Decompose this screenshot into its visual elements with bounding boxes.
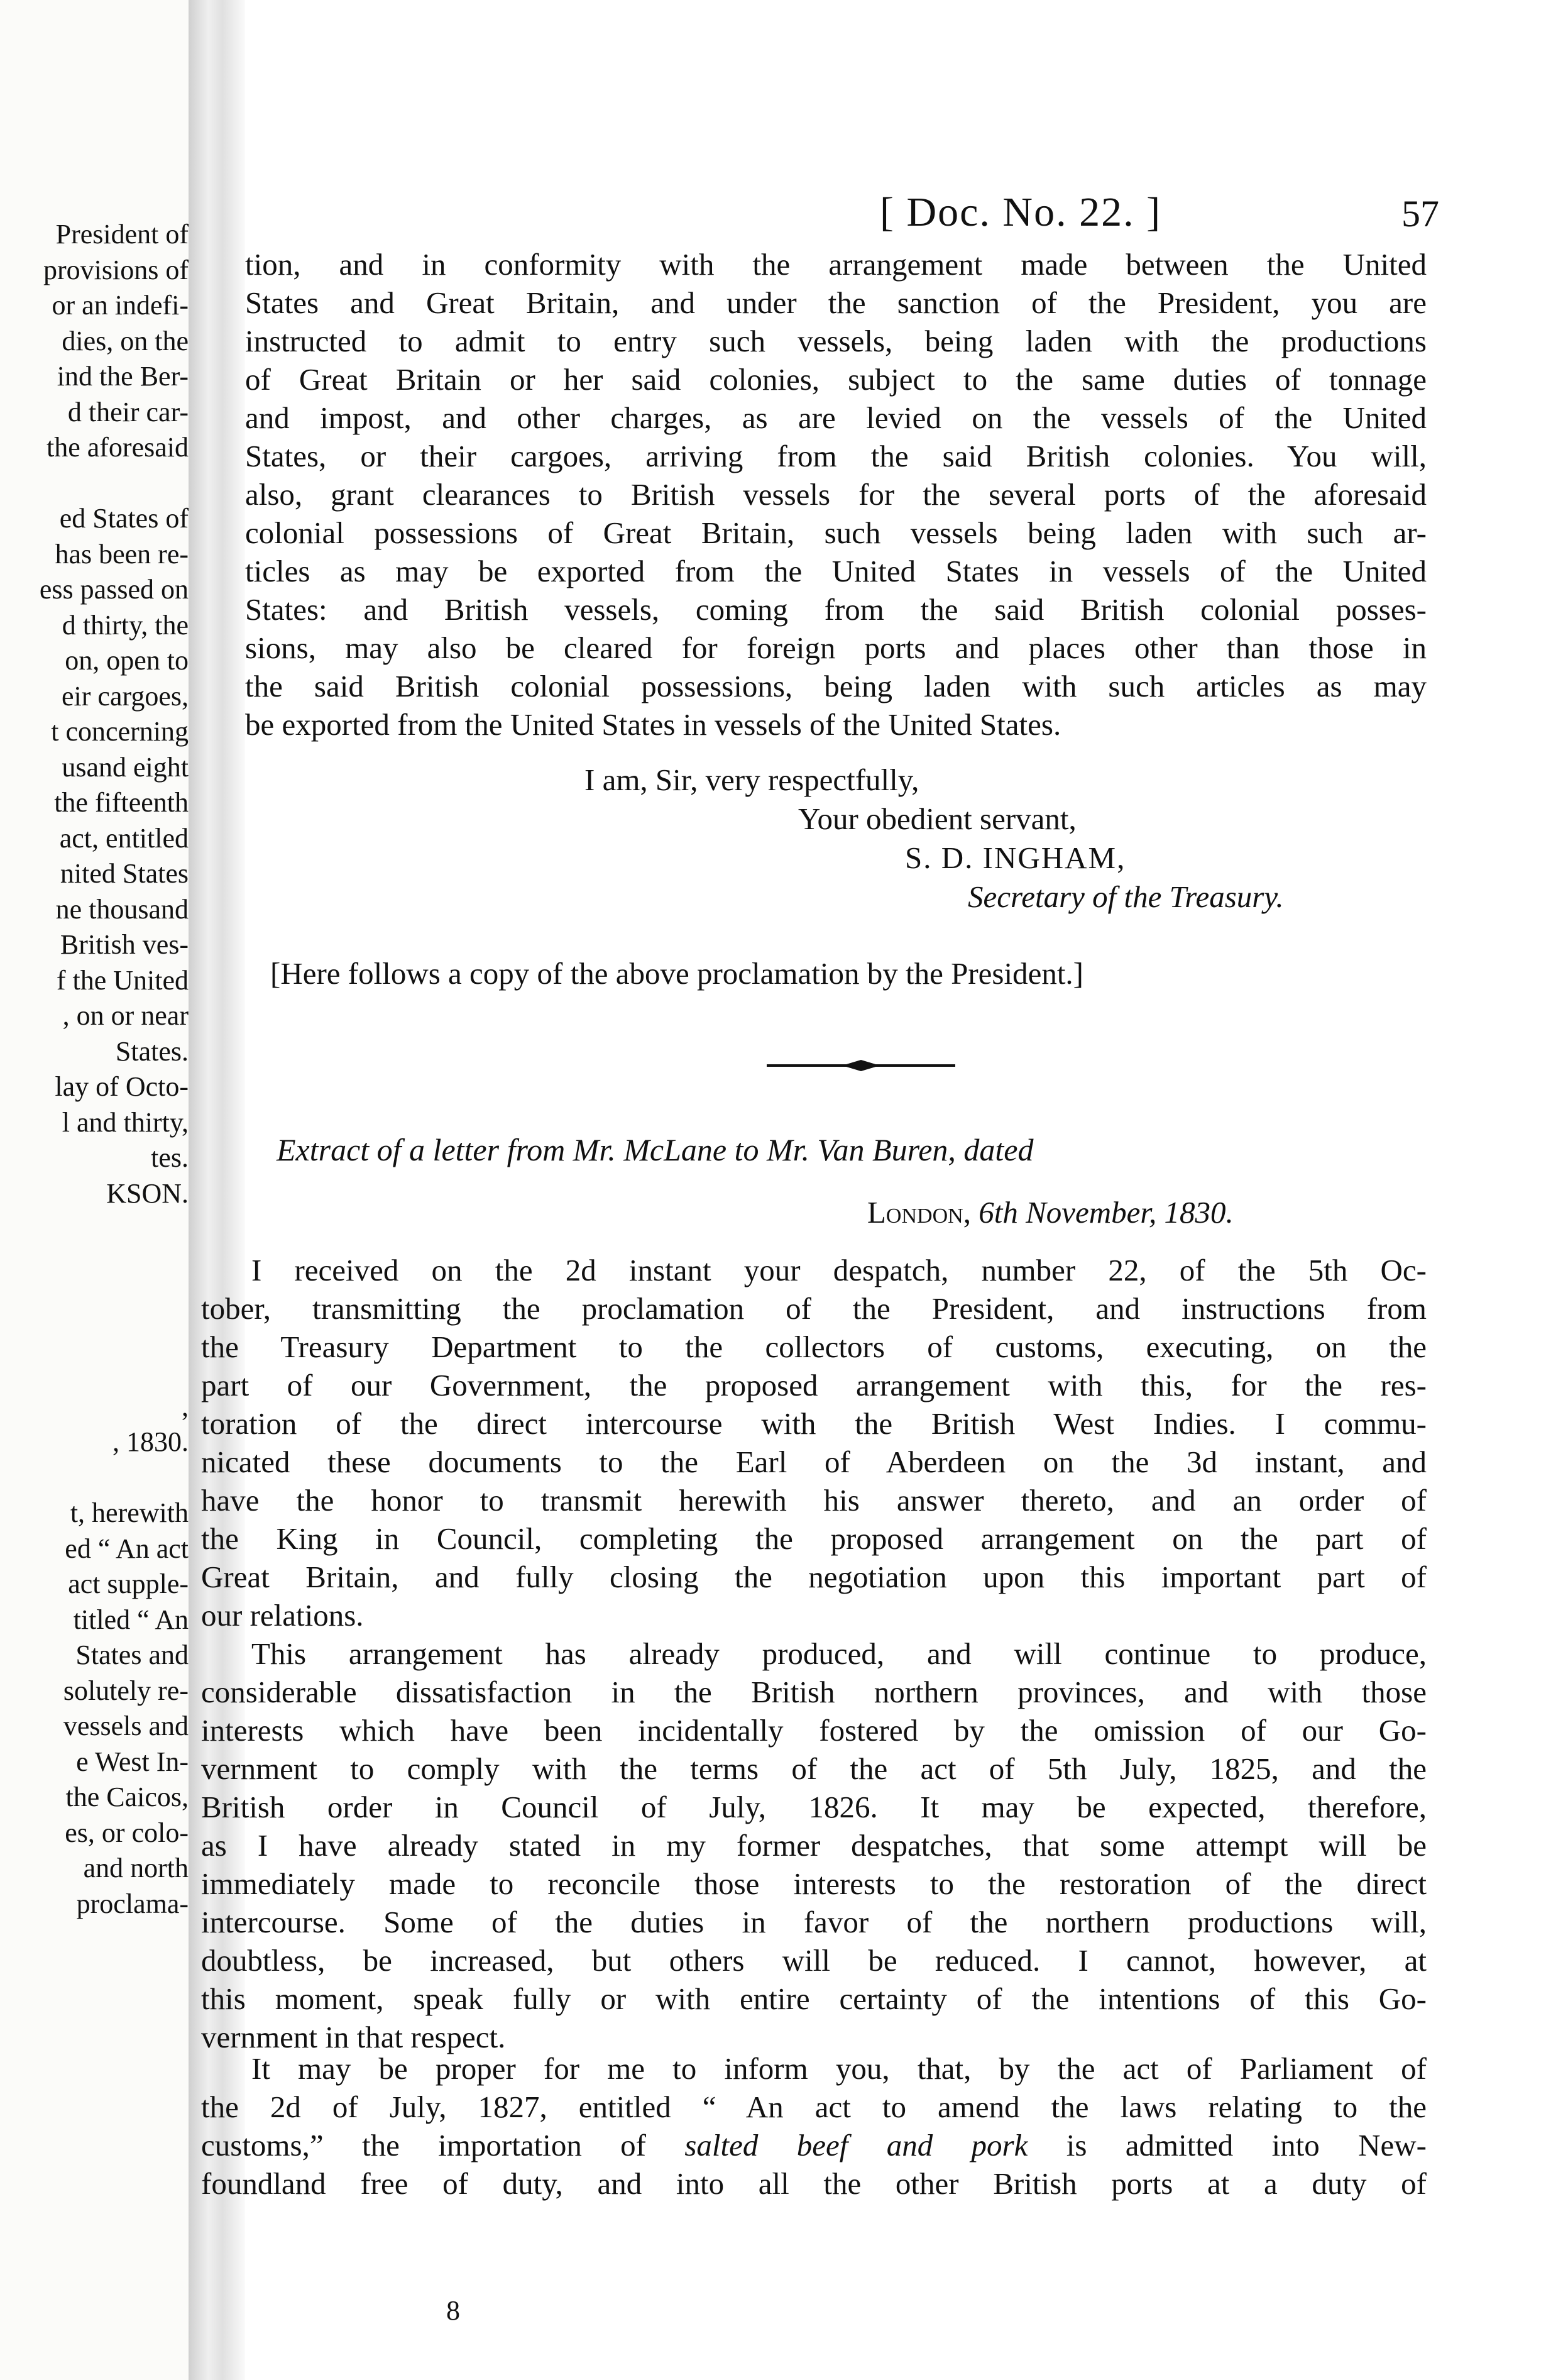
facing-page-line: f the United bbox=[56, 964, 189, 996]
text-line: be exported from the United States in vessels of the United States. bbox=[245, 707, 1061, 742]
line-text: is admitted into New- bbox=[1028, 2128, 1427, 2162]
italic-phrase: salted beef and pork bbox=[684, 2128, 1028, 2162]
facing-page-line: t concerning bbox=[51, 716, 189, 747]
text-line: colonial possessions of Great Britain, such vessels being laden with such ar- bbox=[245, 515, 1427, 550]
facing-page-line: solutely re- bbox=[63, 1675, 189, 1706]
text-line: the Treasury Department to the collectors of customs, executing, on the bbox=[201, 1330, 1427, 1364]
document-page bbox=[201, 0, 1546, 2380]
text-line: States: and British vessels, coming from the said British colonial posses- bbox=[245, 592, 1427, 627]
doc-reference: [ Doc. No. 22. ] bbox=[880, 189, 1162, 235]
facing-page-line: nited States bbox=[60, 858, 189, 889]
editorial-note: [Here follows a copy of the above proclamation by the President.] bbox=[270, 956, 1084, 991]
text-line: as I have already stated in my former despatches, that some attempt will be bbox=[201, 1828, 1427, 1863]
dateline-date: 6th November, 1830. bbox=[970, 1195, 1234, 1230]
facing-page-line: or an indefi- bbox=[52, 290, 189, 321]
running-head bbox=[245, 189, 1546, 245]
facing-page-line: has been re- bbox=[55, 538, 189, 570]
text-line: our relations. bbox=[201, 1598, 364, 1633]
facing-page-line: ed States of bbox=[59, 503, 189, 534]
text-line: have the honor to transmit herewith his answer thereto, and an order of bbox=[201, 1483, 1427, 1518]
facing-page-line: es, or colo- bbox=[65, 1817, 189, 1848]
text-line: the King in Council, completing the proposed arrangement on the part of bbox=[201, 1521, 1427, 1556]
text-line: intercourse. Some of the duties in favor of the northern productions will, bbox=[201, 1905, 1427, 1939]
signature-title: Secretary of the Treasury. bbox=[968, 879, 1284, 914]
text-line: immediately made to reconcile those interests to the restoration of the direct bbox=[201, 1866, 1427, 1901]
text-line: also, grant clearances to British vessels for the several ports of the aforesaid bbox=[245, 477, 1427, 512]
section-divider-ornament bbox=[767, 1056, 955, 1075]
facing-page-line: States and bbox=[75, 1639, 189, 1670]
text-line: States and Great Britain, and under the sanction of the President, you are bbox=[245, 285, 1427, 320]
text-line: sions, may also be cleared for foreign ports and places other than those in bbox=[245, 631, 1427, 665]
facing-page-line: e West In- bbox=[76, 1746, 189, 1777]
facing-page-line: the aforesaid bbox=[47, 432, 189, 463]
text-line: I received on the 2d instant your despatch, number 22, of the 5th Oc- bbox=[251, 1253, 1427, 1287]
paragraph-3-line: It may be proper for me to inform you, that, by the act of Parliament of bbox=[251, 2051, 1427, 2086]
dateline bbox=[867, 1194, 1234, 1230]
text-line: part of our Government, the proposed arrangement with this, for the res- bbox=[201, 1368, 1427, 1402]
paragraph-3-line bbox=[201, 2126, 1427, 2164]
facing-page-line: proclama- bbox=[76, 1888, 189, 1919]
facing-page-line: titled “ An bbox=[73, 1604, 189, 1635]
text-line: toration of the direct intercourse with the British West Indies. I commu- bbox=[201, 1406, 1427, 1441]
paragraph-3-line: the 2d of July, 1827, entitled “ An act to amend the laws relating to the bbox=[201, 2090, 1427, 2124]
text-line: vernment in that respect. bbox=[201, 2020, 506, 2054]
text-line: instructed to admit to entry such vessels, being laden with the productions bbox=[245, 324, 1427, 358]
facing-page-fragment bbox=[0, 0, 189, 2380]
facing-page-line: , 1830. bbox=[112, 1426, 189, 1457]
line-text: customs,” the importation of bbox=[201, 2128, 685, 2162]
text-line: doubtless, be increased, but others will be reduced. I cannot, however, at bbox=[201, 1943, 1427, 1978]
text-line: Great Britain, and fully closing the negotiation upon this important part of bbox=[201, 1560, 1427, 1594]
facing-page-line: d thirty, the bbox=[62, 609, 189, 641]
facing-page-line: on, open to bbox=[65, 645, 189, 676]
signature-name: S. D. INGHAM, bbox=[905, 840, 1126, 875]
text-line: the said British colonial possessions, being laden with such articles as may bbox=[245, 669, 1427, 703]
text-line: this moment, speak fully or with entire certainty of the intentions of this Go- bbox=[201, 1981, 1427, 2016]
letter-continuation bbox=[245, 245, 1427, 744]
paragraph-3 bbox=[201, 2049, 1427, 2203]
facing-page-line: ess passed on bbox=[39, 574, 189, 605]
text-line: British order in Council of July, 1826. It may be expected, therefore, bbox=[201, 1790, 1427, 1824]
text-line: and impost, and other charges, as are levied on the vessels of the United bbox=[245, 400, 1427, 435]
facing-page-line: vessels and bbox=[63, 1711, 189, 1741]
facing-page-line: l and thirty, bbox=[62, 1106, 189, 1138]
facing-page-line: provisions of bbox=[43, 254, 189, 285]
facing-page-line: eir cargoes, bbox=[62, 680, 189, 712]
text-line: interests which have been incidentally fostered by the omission of our Go- bbox=[201, 1713, 1427, 1748]
facing-page-line: States. bbox=[115, 1035, 189, 1067]
text-line: ticles as may be exported from the United States in vessels of the United bbox=[245, 554, 1427, 588]
facing-page-line: British ves- bbox=[60, 929, 189, 960]
facing-page-line: act supple- bbox=[68, 1568, 189, 1599]
text-line: considerable dissatisfaction in the British northern provinces, and with those bbox=[201, 1675, 1427, 1709]
facing-page-line: d their car- bbox=[67, 396, 189, 427]
page-number: 57 bbox=[1401, 193, 1439, 234]
facing-page-line: act, entitled bbox=[59, 822, 189, 854]
closing-salutation: I am, Sir, very respectfully, bbox=[584, 763, 919, 797]
facing-page-line: ed “ An act bbox=[65, 1533, 189, 1564]
text-line: vernment to comply with the terms of the act of 5th July, 1825, and the bbox=[201, 1751, 1427, 1786]
facing-page-line: ne thousand bbox=[55, 893, 189, 925]
text-line: This arrangement has already produced, and will continue to produce, bbox=[251, 1636, 1427, 1671]
extract-heading: Extract of a letter from Mr. McLane to Mr. Van Buren, dated bbox=[277, 1132, 1034, 1167]
signature-mark: 8 bbox=[446, 2295, 460, 2326]
facing-page-line: the Caicos, bbox=[65, 1782, 189, 1812]
paragraph-3-line: foundland free of duty, and into all the other British ports at a duty of bbox=[201, 2166, 1427, 2201]
facing-page-line: the fifteenth bbox=[54, 787, 189, 818]
paragraph-2 bbox=[201, 1634, 1427, 2056]
facing-page-line: KSON. bbox=[106, 1177, 189, 1209]
text-line: nicated these documents to the Earl of Aberdeen on the 3d instant, and bbox=[201, 1445, 1427, 1479]
facing-page-line: tes. bbox=[151, 1142, 189, 1173]
text-line: States, or their cargoes, arriving from the said British colonies. You will, bbox=[245, 439, 1427, 473]
text-line: tion, and in conformity with the arrangement made between the United bbox=[245, 247, 1427, 282]
facing-page-line: , on or near bbox=[62, 1000, 189, 1031]
text-line: of Great Britain or her said colonies, subject to the same duties of tonnage bbox=[245, 362, 1427, 397]
facing-page-line: t, herewith bbox=[70, 1497, 189, 1528]
facing-page-line: ind the Ber- bbox=[57, 361, 189, 392]
facing-page-line: lay of Octo- bbox=[55, 1071, 189, 1102]
text-line: tober, transmitting the proclamation of the President, and instructions from bbox=[201, 1291, 1427, 1326]
facing-page-line: President of bbox=[55, 219, 189, 250]
facing-page-line: , bbox=[182, 1391, 189, 1422]
facing-page-line: dies, on the bbox=[62, 325, 189, 356]
paragraph-1 bbox=[201, 1251, 1427, 1634]
facing-page-line: and north bbox=[83, 1853, 189, 1883]
closing-servant: Your obedient servant, bbox=[798, 802, 1077, 836]
facing-page-line: usand eight bbox=[62, 751, 189, 783]
dateline-place: London, bbox=[867, 1195, 971, 1230]
